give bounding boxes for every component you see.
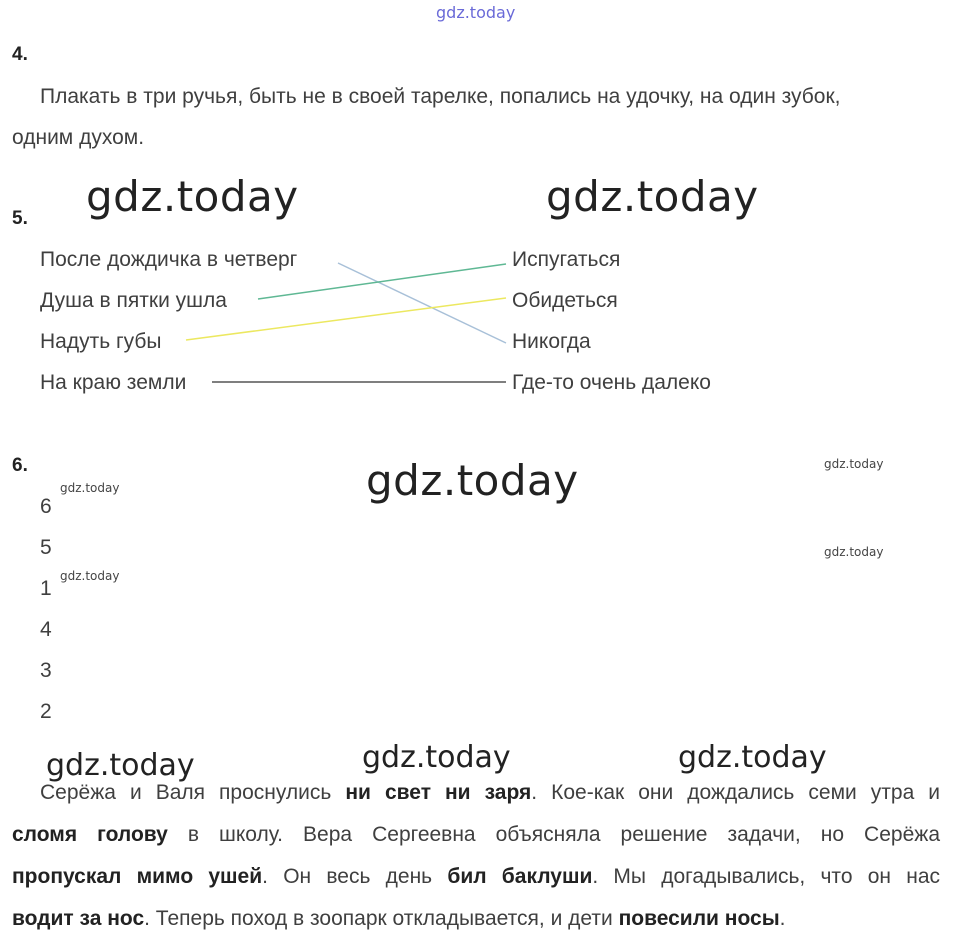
task5-number: 5. <box>12 208 28 229</box>
right-item-3: Никогда <box>512 330 591 353</box>
phrase-baklushi: бил баклуши <box>447 865 593 888</box>
phrase-za-nos: водит за нос <box>12 907 145 930</box>
left-item-1: После дождичка в четверг <box>40 248 298 271</box>
left-item-4: На краю земли <box>40 371 187 394</box>
watermark-small-4: gdz.today <box>60 569 120 583</box>
order-number-4: 4 <box>40 618 52 641</box>
left-item-2: Душа в пятки ушла <box>40 289 227 312</box>
order-number-1: 6 <box>40 495 52 518</box>
task4-number: 4. <box>12 44 28 65</box>
right-item-1: Испугаться <box>512 248 621 271</box>
story-line-2: сломя голову в школу. Вера Сергеевна объясняла решение задачи, но Серёжа <box>12 823 940 846</box>
watermark-big-2: gdz.today <box>546 172 759 221</box>
order-number-6: 2 <box>40 700 52 723</box>
story-line-1: Серёжа и Валя проснулись ни свет ни заря. Кое-как они дождались семи утра и <box>40 781 940 804</box>
story-line-3: пропускал мимо ушей. Он весь день бил баклуши. Мы догадывались, что он нас <box>12 865 940 888</box>
watermark-mid-1: gdz.today <box>46 748 195 783</box>
right-item-4: Где-то очень далеко <box>512 371 711 394</box>
order-number-5: 3 <box>40 659 52 682</box>
watermark-mid-2: gdz.today <box>362 740 511 775</box>
watermark-small-1: gdz.today <box>824 457 884 471</box>
order-number-3: 1 <box>40 577 52 600</box>
phrase-nosy: повесили носы <box>618 907 780 930</box>
watermark-small-3: gdz.today <box>824 545 884 559</box>
phrase-ni-svet: ни свет ни заря <box>345 781 532 804</box>
watermark-big-1: gdz.today <box>86 172 299 221</box>
watermark-big-3: gdz.today <box>366 456 579 505</box>
phrase-slomya-golovu: сломя голову <box>12 823 168 846</box>
order-number-2: 5 <box>40 536 52 559</box>
task4-line2: одним духом. <box>12 126 145 149</box>
match-line-1 <box>338 263 506 343</box>
story-line-4: водит за нос. Теперь поход в зоопарк откладывается, и дети повесили носы. <box>12 907 786 930</box>
story-paragraph <box>12 772 940 940</box>
right-item-2: Обидеться <box>512 289 618 312</box>
watermark-mid-3: gdz.today <box>678 740 827 775</box>
watermark-top: gdz.today <box>436 3 516 22</box>
phrase-mimo-ushey: пропускал мимо ушей <box>12 865 263 888</box>
left-item-3: Надуть губы <box>40 330 162 353</box>
match-line-3 <box>186 298 506 340</box>
task6-number: 6. <box>12 455 28 476</box>
task4-line1: Плакать в три ручья, быть не в своей тарелке, попались на удочку, на один зубок, <box>40 85 841 108</box>
watermark-small-2: gdz.today <box>60 481 120 495</box>
